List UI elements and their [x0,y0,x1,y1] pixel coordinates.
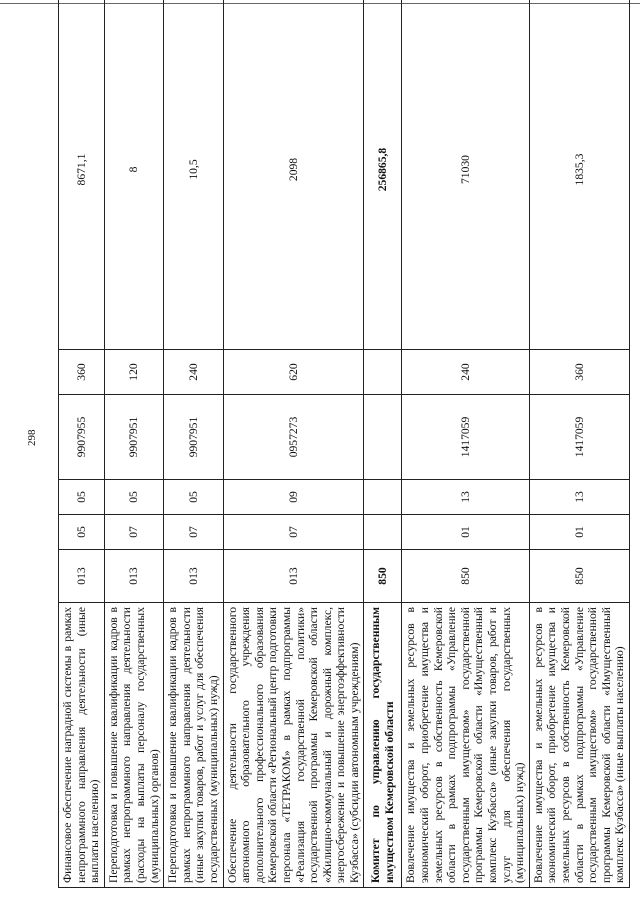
row-subsection: 13 [402,480,529,515]
row-ministry-code: 013 [223,550,364,603]
table-row [59,0,105,888]
row-section: 01 [529,515,629,550]
row-name: Переподготовка и повышение квалификации кадров в рамках непрограммного направления деятельности (иные закупки товаров, работ и услуг для обеспечения государственных (муниципальных) нужд) [164,603,223,888]
row-ministry-code: 013 [104,550,163,603]
row-subsection: 09 [223,480,364,515]
row-expense-type [364,350,402,395]
row-section: 05 [59,515,105,550]
row-target-code: 0957273 [223,395,364,480]
table-row [364,0,402,888]
row-name: Комитет по управлению государственным имуществом Кемеровской области [364,603,402,888]
row-name: Обеспечение деятельности государственного автономного образовательного учреждения дополнительного профессионального образования Кемеровской области «Региональный центр подготовки персонала «ТЕТРАКОМ» в рамках подпрограммы «Реализация государственной политики» государственной программы Кемеровской области «Жилищно-коммунальный и дорожный комплекс, энергосбережение и повышение энергоэффективности Кузбасса» (субсидии автономным учреждениям) [223,603,364,888]
row-target-code: 9907955 [59,395,105,480]
row-amount: 2098 [223,0,364,350]
row-target-code: 1417059 [402,395,529,480]
row-section: 01 [402,515,529,550]
rotated-table-wrapper [58,30,627,888]
row-subsection [364,480,402,515]
table-row [223,0,364,888]
row-target-code: 9907951 [164,395,223,480]
row-name: Вовлечение имущества и земельных ресурсов в экономический оборот, приобретение имущества и земельных ресурсов в собственность Кемеровской области в рамках подпрограммы «Управление государственным имуществом» государственной программы Кемеровской области «Имущественный комплекс Кузбасса» (иные закупки товаров, работ и услуг для обеспечения государственных (муниципальных) нужд) [402,603,529,888]
row-subsection: 05 [104,480,163,515]
row-amount: 8 [104,0,163,350]
row-target-code: 1417059 [529,395,629,480]
row-subsection: 05 [59,480,105,515]
row-name: Переподготовка и повышение квалификации кадров в рамках непрограммного направления деятельности (расходы на выплаты персоналу государственных (муниципальных) органов) [104,603,163,888]
row-ministry-code: 850 [529,550,629,603]
row-section: 07 [104,515,163,550]
row-ministry-code: 850 [402,550,529,603]
row-subsection: 05 [164,480,223,515]
row-ministry-code: 850 [364,550,402,603]
row-ministry-code: 013 [59,550,105,603]
row-target-code: 9907951 [104,395,163,480]
page-number: 298 [26,429,38,446]
row-amount: 1835,3 [529,0,629,350]
row-target-code [364,395,402,480]
row-section: 07 [223,515,364,550]
row-amount: 71030 [402,0,529,350]
row-name: Вовлечение имущества и земельных ресурсов в экономический оборот, приобретение имущества и земельных ресурсов в собственность Кемеровской области в рамках подпрограммы «Управление государственным имуществом» государственной программы Кемеровской области «Имущественный комплекс Кузбасса» (иные выплаты населению) [529,603,629,888]
table-row [164,0,223,888]
row-expense-type: 360 [59,350,105,395]
table-row [104,0,163,888]
row-name: Финансовое обеспечение наградной системы в рамках непрограммного направления деятельности (иные выплаты населению) [59,603,105,888]
row-amount: 256865,8 [364,0,402,350]
row-ministry-code: 013 [164,550,223,603]
row-amount: 10,5 [164,0,223,350]
row-expense-type: 240 [402,350,529,395]
table-row [402,0,529,888]
row-expense-type: 360 [529,350,629,395]
row-section [364,515,402,550]
row-expense-type: 620 [223,350,364,395]
row-expense-type: 120 [104,350,163,395]
row-section: 07 [164,515,223,550]
row-expense-type: 240 [164,350,223,395]
row-amount: 8671,1 [59,0,105,350]
budget-table [58,0,630,888]
table-row [529,0,629,888]
row-subsection: 13 [529,480,629,515]
